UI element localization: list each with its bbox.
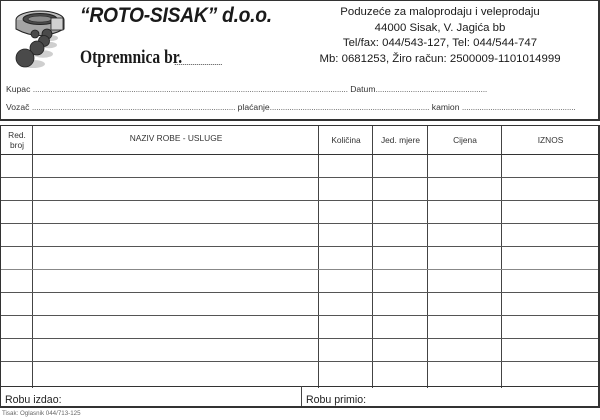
kupac-row — [6, 84, 487, 94]
company-info-line: Mb: 0681253, Žiro račun: 2500009-1101014999 — [319, 52, 561, 65]
kupac-field[interactable]: ................................................................................................................................................ — [32, 84, 348, 94]
company-info — [300, 5, 580, 67]
kamion-field[interactable]: .................................................... — [461, 102, 576, 112]
placanje-field[interactable]: ......................................................................... — [269, 102, 430, 112]
column-divider — [372, 126, 373, 388]
col-header-cijena: Cijena — [453, 135, 477, 145]
table-row[interactable] — [1, 338, 598, 339]
kupac-label: Kupac — [6, 84, 31, 94]
company-info-line: 44000 Sisak, V. Jagića bb — [374, 21, 506, 34]
footer-divider — [1, 386, 598, 387]
header-divider — [1, 154, 598, 155]
company-info-line: Poduzeće za maloprodaju i veleprodaju — [340, 6, 540, 18]
table-row[interactable] — [1, 177, 598, 178]
table-row[interactable] — [1, 246, 598, 247]
datum-field[interactable]: ................................................... — [375, 84, 488, 94]
company-name: “ROTO-SISAK” d.o.o. — [80, 4, 272, 27]
doc-title: Otpremnica br. — [80, 47, 183, 68]
col-header-red-line: Red. — [8, 130, 26, 140]
column-divider — [501, 126, 502, 388]
robu-izdao-label[interactable]: Robu izdao: — [5, 394, 62, 406]
column-divider — [427, 126, 428, 388]
company-info-line: Tel/fax: 044/543-127, Tel: 044/544-747 — [342, 37, 538, 49]
table-row[interactable] — [1, 269, 598, 270]
items-table — [0, 125, 600, 408]
print-note: Tisak: Oglasnik 044/713-125 — [2, 410, 81, 417]
vozac-row — [6, 102, 576, 112]
robu-primio-label[interactable]: Robu primio: — [306, 394, 367, 406]
kamion-label: kamion — [431, 102, 460, 112]
column-divider — [318, 126, 319, 388]
table-row[interactable] — [1, 315, 598, 316]
bearing-logo-icon — [7, 4, 69, 68]
footer-divider-vertical — [301, 386, 302, 406]
doc-number-field[interactable]: ........................ — [174, 57, 223, 67]
col-header-broj-line: broj — [10, 140, 24, 150]
col-header-iznos: IZNOS — [537, 135, 564, 145]
table-row[interactable] — [1, 292, 598, 293]
table-row[interactable] — [1, 200, 598, 201]
column-divider — [32, 126, 33, 388]
table-row[interactable] — [1, 361, 598, 362]
vozac-field[interactable]: ............................................................................................. — [31, 102, 236, 112]
placanje-label: plaćanje — [237, 102, 270, 112]
col-header-red-broj — [1, 126, 33, 154]
col-header-jed-mjere: Jed. mjere — [380, 135, 421, 145]
vozac-label: Vozač — [6, 102, 30, 112]
col-header-kolicina: Količina — [331, 135, 361, 145]
datum-label: Datum — [350, 84, 376, 94]
table-row[interactable] — [1, 223, 598, 224]
col-header-naziv: NAZIV ROBE - USLUGE — [129, 133, 223, 143]
